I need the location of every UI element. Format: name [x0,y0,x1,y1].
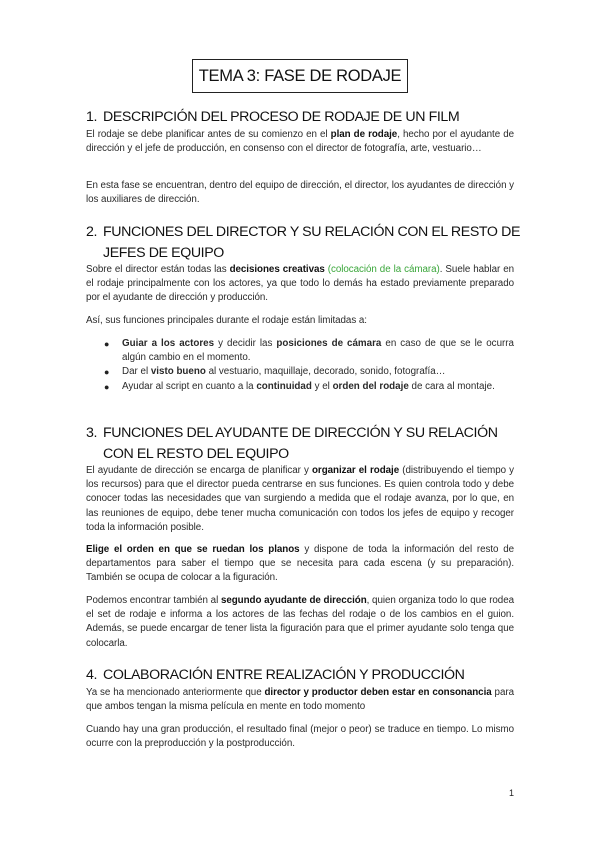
section-2-number: 2. [86,224,98,240]
text: Sobre el director están todas las [86,264,230,275]
text: . Suele hablar en el rodaje principalmente con los actores, ya que todo lo demás ha estado previamente preparado por el ayudante de dirección y producción. [86,264,514,304]
text: Podemos encontrar también al [86,595,221,606]
bold-text: decisiones creativas [229,264,325,275]
text: para que ambos tengan la misma película en mente en todo momento [86,687,514,713]
text: , hecho por el ayudante de dirección y el jefe de producción, en consenso con el director de fotografía, arte, vestuario… [86,129,514,155]
bullet-icon: ● [104,381,110,392]
section-4-heading [86,665,526,686]
text: Ayudar al script en cuanto a la [122,380,257,392]
bold-text: visto bueno [150,366,206,378]
section-3-paragraph-2 [86,543,514,586]
text: al vestuario, maquillaje, decorado, sonido, fotografía… [205,366,446,378]
bold-text: Elige el orden en que se ruedan los planos [86,544,300,555]
section-2-paragraph-1 [86,263,514,306]
bold-text: posiciones de cámara [276,338,382,349]
section-3-title-line-1: FUNCIONES DEL AYUDANTE DE DIRECCIÓN Y SU RELACIÓN [103,425,498,441]
bold-text: organizar el rodaje [312,465,400,476]
section-3-paragraph-3 [86,594,514,651]
section-4-number: 4. [86,667,98,683]
bold-text: Guiar a los actores [122,338,215,349]
text: en caso de que se le ocurra algún cambio en el momento. [122,338,514,364]
bold-text: segundo ayudante de dirección [220,595,367,606]
text: , quien organiza todo lo que rodea el set de rodaje e informa a los actores de las fechas del rodaje o de los cambios en el guion. Además, se puede encargar de tener lista la figuración para que el primer ayudante solo tenga que colocarla. [86,595,515,649]
section-3-number: 3. [86,425,98,441]
text: y el [311,380,333,392]
bold-text: orden del rodaje [332,380,409,392]
section-4-paragraph-1 [86,686,514,714]
green-text: (colocación de la cámara) [324,264,440,275]
bold-text: continuidad [256,380,312,392]
section-1-paragraph-1 [86,128,514,156]
bold-text: director y productor deben estar en consonancia [264,687,492,698]
section-4-paragraph-2: Cuando hay una gran producción, el resultado final (mejor o peor) se traduce en tiempo. Lo mismo ocurre con la preproducción y la postproducción. [86,724,514,750]
section-2-heading [86,222,526,264]
text: y decidir las [214,338,277,349]
section-1-heading [86,107,526,128]
text: Dar el [122,366,151,378]
list-item [104,337,514,365]
section-2-paragraph-2: Así, sus funciones principales durante el rodaje están limitadas a: [86,315,367,326]
section-2-title-line-1: FUNCIONES DEL DIRECTOR Y SU RELACIÓN CON EL RESTO DE [103,224,521,240]
text: (distribuyendo el tiempo y los recursos) para que el director pueda centrarse en sus funciones. Es quien controla todo y debe conocer todas las necesidades que van surgiendo a medida que el rodaje avanza, por lo que, en las reuniones de equipo, debe tener mucha comunicación con todos los jefes de equipo y recoger toda la información posible. [86,465,514,533]
list-item [104,365,514,379]
section-3-title-line-2: CON EL RESTO DEL EQUIPO [103,446,289,462]
section-1-paragraph-2: En esta fase se encuentran, dentro del equipo de dirección, el director, los ayudantes de dirección y los auxiliares de dirección. [86,180,514,206]
bullet-icon: ● [104,339,110,349]
section-3-paragraph-1 [86,464,514,535]
page-number: 1 [509,788,515,798]
text: de cara al montaje. [408,380,495,392]
list-item [104,380,514,394]
section-3-heading [86,423,526,465]
bullet-icon: ● [104,367,110,378]
text: Ya se ha mencionado anteriormente que [86,687,265,698]
document-title: TEMA 3: FASE DE RODAJE [192,59,408,93]
text: El ayudante de dirección se encarga de planificar y [86,465,312,476]
section-4-title: COLABORACIÓN ENTRE REALIZACIÓN Y PRODUCCIÓN [103,667,465,683]
text: El rodaje se debe planificar antes de su comienzo en el [86,129,331,140]
section-1-title: DESCRIPCIÓN DEL PROCESO DE RODAJE DE UN FILM [103,109,460,125]
text: y dispone de toda la información del resto de departamentos para saber el tiempo que se necesita para cada escena (y su preparación). También se ocupa de colocar a la figuración. [86,544,514,584]
section-1-number: 1. [86,109,98,125]
section-2-bullet-list [104,337,514,394]
bold-text: plan de rodaje [330,129,398,140]
section-2-title-line-2: JEFES DE EQUIPO [103,245,224,261]
